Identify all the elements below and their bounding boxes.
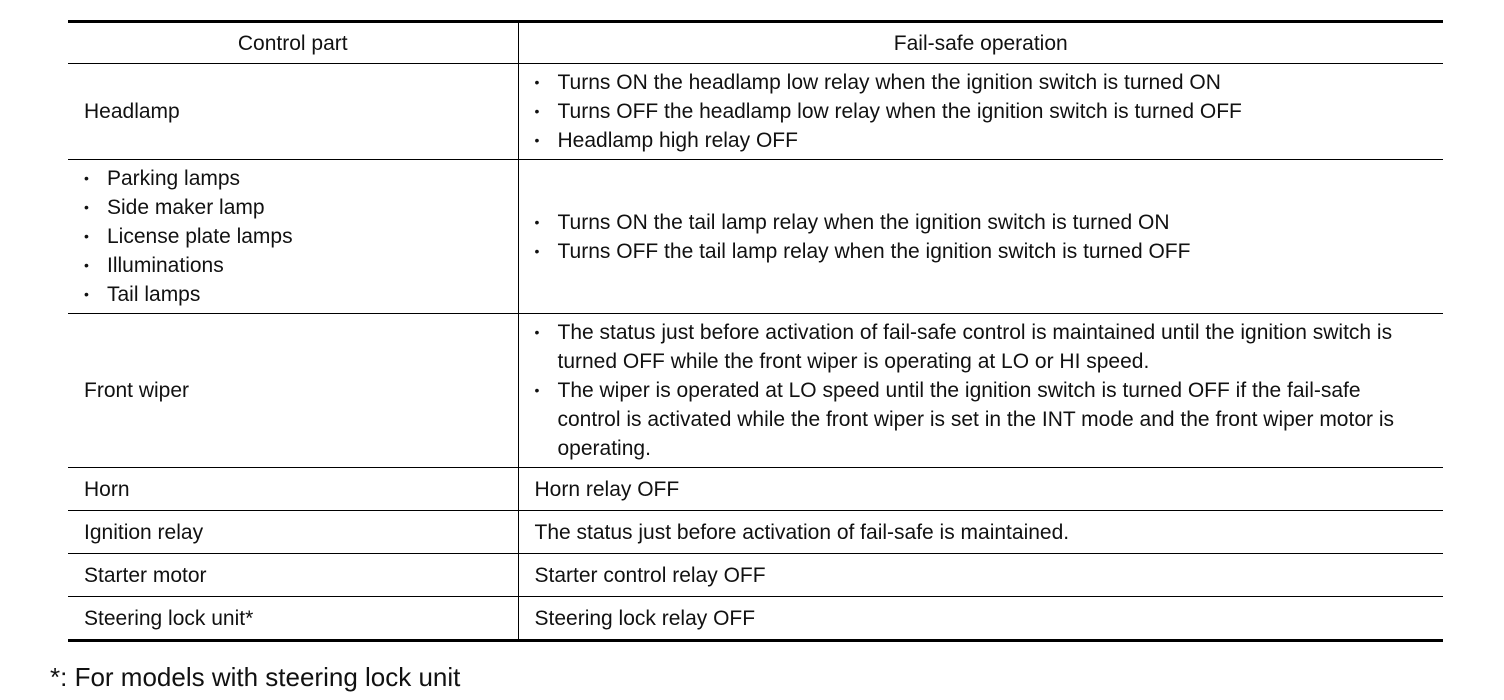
fail-safe-lamps [518,160,1443,314]
header-control-part: Control part [68,22,518,64]
control-part-front-wiper: Front wiper [68,314,518,468]
fail-safe-starter-motor: Starter control relay OFF [518,554,1443,597]
list-item: • Turns OFF the headlamp low relay when the ignition switch is turned OFF [535,97,1430,126]
table-row-headlamp [68,64,1443,160]
list-item: • Parking lamps [84,164,504,193]
control-part-headlamp: Headlamp [68,64,518,160]
control-part-ignition-relay: Ignition relay [68,511,518,554]
bullet-list [535,318,1430,463]
footnote: *: For models with steering lock unit [50,662,461,692]
table-header-row [68,22,1443,64]
control-part-lamps [68,160,518,314]
list-item: • License plate lamps [84,222,504,251]
bullet-list [84,164,504,309]
bullet-list [535,208,1430,266]
control-part-horn: Horn [68,468,518,511]
list-item: • Turns OFF the tail lamp relay when the ignition switch is turned OFF [535,237,1430,266]
fail-safe-table [68,20,1443,642]
list-item: • Turns ON the tail lamp relay when the ignition switch is turned ON [535,208,1430,237]
control-part-starter-motor: Starter motor [68,554,518,597]
table-row-lamps [68,160,1443,314]
list-item: • Side maker lamp [84,193,504,222]
table-row-front-wiper [68,314,1443,468]
bullet-list [535,68,1430,155]
fail-safe-headlamp [518,64,1443,160]
table-row-horn [68,468,1443,511]
list-item: • Headlamp high relay OFF [535,126,1430,155]
list-item: • The status just before activation of fail-safe control is maintained until the ignition switch is turned OFF while the front wiper is operating at LO or HI speed. [535,318,1430,376]
header-fail-safe-operation: Fail-safe operation [518,22,1443,64]
list-item: • Turns ON the headlamp low relay when the ignition switch is turned ON [535,68,1430,97]
fail-safe-ignition-relay: The status just before activation of fail-safe is maintained. [518,511,1443,554]
list-item: • Illuminations [84,251,504,280]
list-item: • Tail lamps [84,280,504,309]
table-row-starter-motor [68,554,1443,597]
fail-safe-horn: Horn relay OFF [518,468,1443,511]
control-part-steering-lock: Steering lock unit* [68,597,518,641]
list-item: • The wiper is operated at LO speed until the ignition switch is turned OFF if the fail-safe control is activated while the front wiper is set in the INT mode and the front wiper motor is operating. [535,376,1430,463]
fail-safe-steering-lock: Steering lock relay OFF [518,597,1443,641]
fail-safe-front-wiper [518,314,1443,468]
table-row-steering-lock [68,597,1443,641]
table-row-ignition-relay [68,511,1443,554]
